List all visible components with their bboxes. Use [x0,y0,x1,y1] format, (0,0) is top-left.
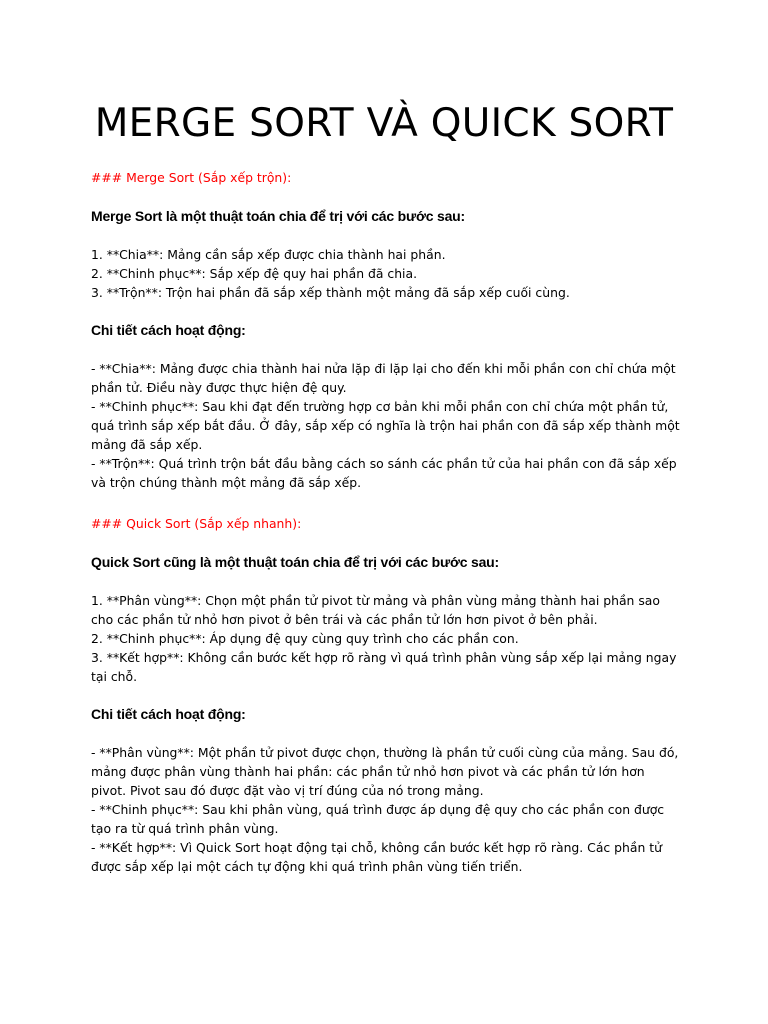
document-title: MERGE SORT VÀ QUICK SORT [94,101,674,146]
quick-sort-detail-1: - **Phân vùng**: Một phần tử pivot được chọn, thường là phần tử cuối cùng của mảng. Sau đó, mảng được phân vùng thành hai phần: các phần tử nhỏ hơn pivot và các phần tử lớn hơn pivot. Pivot sau đó được đặt vào vị trí đúng của nó trong mảng. [91,745,679,798]
quick-sort-detail-3: - **Kết hợp**: Vì Quick Sort hoạt động tại chỗ, không cần bước kết hợp rõ ràng. Các phần tử được sắp xếp lại một cách tự động khi quá trình phân vùng tiến triển. [91,840,662,874]
merge-sort-detail-3: - **Trộn**: Quá trình trộn bắt đầu bằng cách so sánh các phần tử của hai phần con đã sắp xếp và trộn chúng thành một mảng đã sắp xếp. [91,456,677,490]
merge-sort-step-3: 3. **Trộn**: Trộn hai phần đã sắp xếp thành một mảng đã sắp xếp cuối cùng. [91,285,570,300]
merge-sort-step-2: 2. **Chinh phục**: Sắp xếp đệ quy hai phần đã chia. [91,266,418,281]
quick-sort-details-heading: Chi tiết cách hoạt động: [91,706,246,722]
merge-sort-details-heading: Chi tiết cách hoạt động: [91,322,246,338]
quick-sort-intro: Quick Sort cũng là một thuật toán chia để trị với các bước sau: [91,554,499,570]
quick-sort-step-1: 1. **Phân vùng**: Chọn một phần tử pivot từ mảng và phân vùng mảng thành hai phần sao cho các phần tử nhỏ hơn pivot ở bên trái và các phần tử lớn hơn pivot ở bên phải. [91,593,660,627]
quick-sort-detail-2: - **Chinh phục**: Sau khi phân vùng, quá trình được áp dụng đệ quy cho các phần con được tạo ra từ quá trình phân vùng. [91,802,665,836]
merge-sort-intro: Merge Sort là một thuật toán chia để trị với các bước sau: [91,208,465,224]
merge-sort-detail-1: - **Chia**: Mảng được chia thành hai nửa lặp đi lặp lại cho đến khi mỗi phần con chỉ chứa một phần tử. Điều này được thực hiện đệ quy. [91,361,676,395]
merge-sort-detail-2: - **Chinh phục**: Sau khi đạt đến trường hợp cơ bản khi mỗi phần con chỉ chứa một phần tử, quá trình sắp xếp bắt đầu. Ở đây, sắp xếp có nghĩa là trộn hai phần con đã sắp xếp thành một mảng đã sắp xếp. [91,399,680,452]
quick-sort-section-heading: ### Quick Sort (Sắp xếp nhanh): [91,516,302,531]
quick-sort-step-3: 3. **Kết hợp**: Không cần bước kết hợp rõ ràng vì quá trình phân vùng sắp xếp lại mảng ngay tại chỗ. [91,650,677,684]
quick-sort-step-2: 2. **Chinh phục**: Áp dụng đệ quy cùng quy trình cho các phần con. [91,631,519,646]
document-body [91,168,681,876]
merge-sort-step-1: 1. **Chia**: Mảng cần sắp xếp được chia thành hai phần. [91,247,446,262]
merge-sort-section-heading: ### Merge Sort (Sắp xếp trộn): [91,170,292,185]
